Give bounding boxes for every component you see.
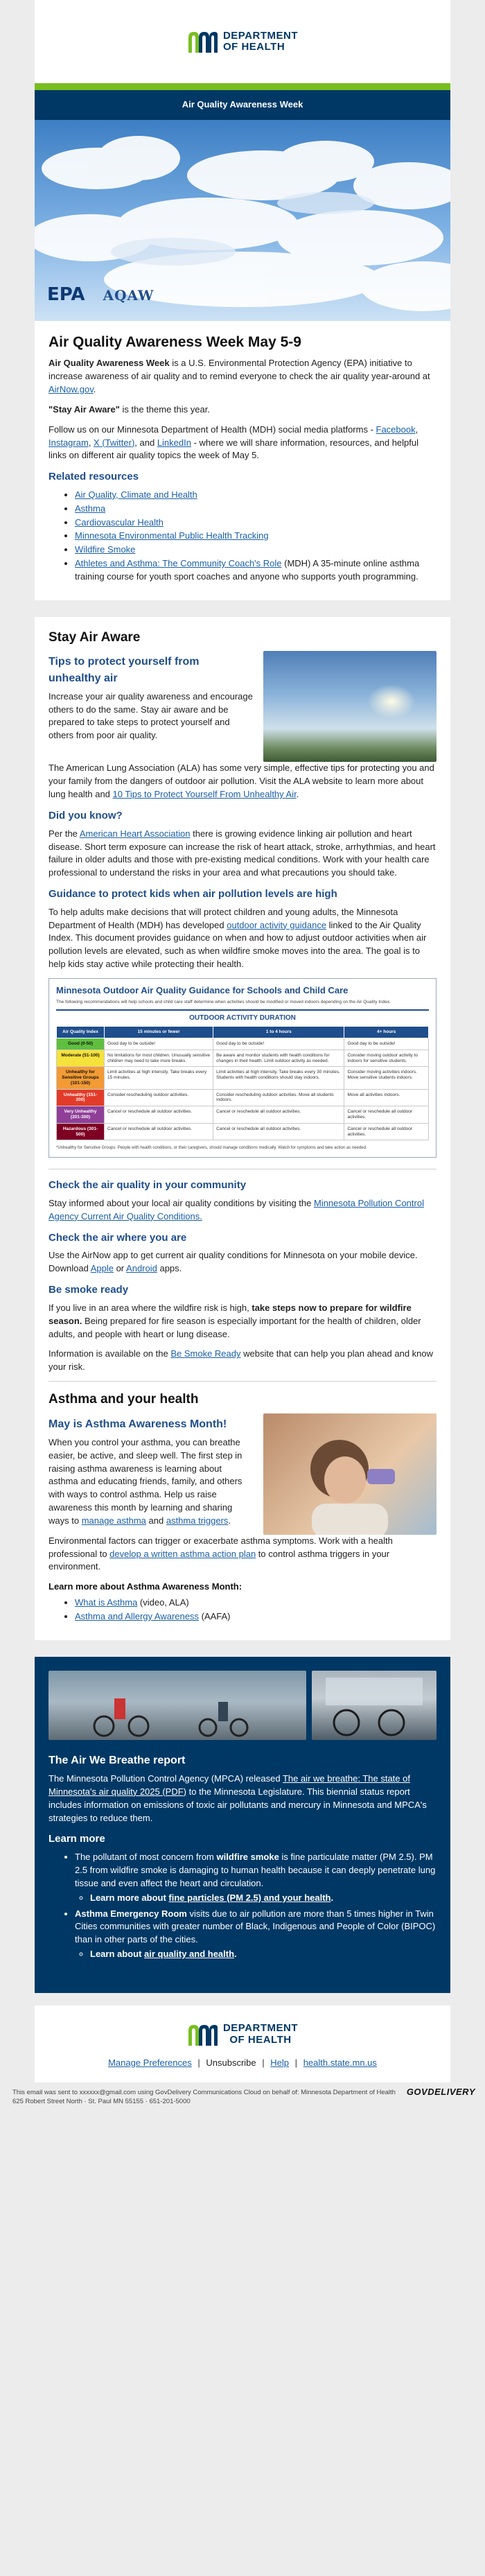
footer-links: Manage Preferences | Unsubscribe | Help | health.state.mn.us (108, 2057, 377, 2068)
air-we-breathe-section (35, 1657, 450, 1993)
apple-link[interactable]: Apple (90, 1263, 114, 1274)
guidance-cell: Good day to be outside! (344, 1038, 429, 1050)
column-header: Air Quality Index (57, 1027, 105, 1038)
android-link[interactable]: Android (126, 1263, 157, 1274)
org-line2: OF HEALTH (222, 41, 285, 53)
sky-photo (263, 651, 436, 762)
list-item: ◦ Learn about air quality and health. (90, 1948, 436, 1961)
guide-duration-heading: OUTDOOR ACTIVITY DURATION (56, 1009, 429, 1027)
banner-title: Air Quality Awareness Week (35, 90, 450, 120)
stay-air-aware-section (35, 617, 450, 1640)
related-resources-list (48, 489, 436, 584)
table-row (57, 1089, 429, 1106)
aqi-level-cell: Unhealthy for Sensitive Groups (101-150) (57, 1067, 105, 1089)
learn-more-list (48, 1851, 436, 1961)
list-item (75, 516, 436, 530)
unsubscribe-link[interactable]: Unsubscribe (206, 2057, 256, 2068)
table-row (57, 1038, 429, 1050)
resource-link[interactable]: Asthma (75, 503, 106, 514)
facebook-link[interactable]: Facebook (376, 424, 416, 435)
guide-title: Minnesota Outdoor Air Quality Guidance for Schools and Child Care (56, 985, 349, 996)
guidance-cell: Cancel or reschedule all outdoor activities. (344, 1106, 429, 1124)
asthma-triggers-link[interactable]: asthma triggers (166, 1515, 229, 1526)
table-row (57, 1050, 429, 1067)
ala-paragraph: The American Lung Association (ALA) has some very simple, effective tips for protecting you and your family from the dangers of outdoor air pollution. Visit the ALA website to learn more about lung health and 10 Tips to Protect Yourself From Unhealthy Air. (48, 763, 434, 800)
list-item: • The pollutant of most concern from wildfire smoke is fine particulate matter (PM 2.5). PM 2.5 from wildfire smoke is damaging to human health because it can deeply penetrate lung tissue and even affect the heart and circulation. ◦ Learn more about fine particles (PM 2.5) and your health. (75, 1851, 436, 1904)
girl-inhaler-photo (263, 1413, 436, 1535)
smoke-ready-title: Be smoke ready (48, 1284, 129, 1296)
table-row (57, 1067, 429, 1089)
list-item (75, 503, 436, 516)
guidance-cell: Consider moving outdoor activity to indoors for sensitive students. (344, 1050, 429, 1067)
guidance-cell: Good day to be outside! (213, 1038, 344, 1050)
guidance-cell: Consider rescheduling outdoor activities. Move all students indoors. (213, 1089, 344, 1106)
be-smoke-ready-link[interactable]: Be Smoke Ready (170, 1348, 241, 1359)
guidance-cell: Limit activities at high intensity. Take breaks every 30 minutes. Students with health conditions should stay indoors. (213, 1067, 344, 1089)
tips-row (48, 651, 436, 762)
kids-guidance-paragraph: To help adults make decisions that will protect children and young adults, the Minnesota Department of Health (MDH) has developed outdoor activity guidance linked to the Air Quality Index. This document provides guidance on when and how to adjust outdoor activities when air pollution levels are elevated, such as when wildfire smoke moves into the area. The goal is to help kids stay active while protecting their health. (48, 906, 427, 970)
mpca-current-aq-link[interactable]: Minnesota Pollution Control Agency Current Air Quality Conditions. (48, 1198, 424, 1221)
x-twitter-link[interactable]: X (Twitter) (94, 437, 135, 448)
asthma-title: Asthma and your health (48, 1392, 199, 1407)
ten-tips-link[interactable]: 10 Tips to Protect Yourself From Unhealthy Air (112, 789, 297, 800)
bike-rack-photo (312, 1671, 436, 1740)
list-item: ◦ Learn more about fine particles (PM 2.5) and your health. (90, 1892, 436, 1905)
list-item: • Asthma Emergency Room visits due to air pollution are more than 5 times higher in Twin Cities communities with greater number of Black, Indigenous and People of Color (BIPOC) than in other parts of the cities. ◦ Learn about air quality and health. (75, 1908, 436, 1961)
manage-preferences-link[interactable]: Manage Preferences (108, 2057, 192, 2068)
guidance-cell: Cancel or reschedule all outdoor activities. (105, 1106, 213, 1124)
guidance-cell: No limitations for most children. Unusually sensitive children may need to take more breaks. (105, 1050, 213, 1067)
aqi-level-cell: Moderate (51-100) (57, 1050, 105, 1067)
aqi-table (56, 1026, 429, 1140)
asthma-plan-paragraph: Environmental factors can trigger or exacerbate asthma symptoms. Work with a health professional to develop a written asthma action plan to control asthma triggers in your environment. (48, 1535, 393, 1572)
column-header: 15 minutes or fewer (105, 1027, 213, 1038)
fine-particles-link[interactable]: fine particles (PM 2.5) and your health (168, 1892, 331, 1903)
hero-image (35, 120, 450, 321)
aqi-level-cell: Very Unhealthy (201-300) (57, 1106, 105, 1124)
asthma-action-plan-link[interactable]: develop a written asthma action plan (109, 1548, 256, 1559)
learn-asthma-title: Learn more about Asthma Awareness Month: (48, 1581, 242, 1592)
where-title: Check the air where you are (48, 1231, 187, 1244)
org-line1: DEPARTMENT (222, 29, 299, 42)
mdh-logo[interactable] (187, 29, 298, 54)
guidance-cell: Move all activities indoors. (344, 1089, 429, 1106)
aqi-level-cell: Hazardous (301-500) (57, 1123, 105, 1140)
mdh-logo-icon (187, 2022, 219, 2047)
resource-link[interactable]: Cardiovascular Health (75, 516, 164, 528)
guide-footnote: *Unhealthy for Sensitive Groups: People with health conditions, or their caregivers, should manage conditions medically. Watch for symptoms and take action as needed. (56, 1146, 367, 1151)
outdoor-activity-guidance-link[interactable]: outdoor activity guidance (227, 919, 327, 930)
list-item: • Athletes and Asthma: The Community Coach's Role (MDH) A 35-minute online asthma training course for youth sport coaches and anyone who supports youth programming. (75, 557, 436, 584)
table-row (57, 1106, 429, 1124)
column-header: 4+ hours (344, 1027, 429, 1038)
divider (48, 1381, 436, 1382)
bike-photos (35, 1657, 450, 1747)
guidance-cell: Be aware and monitor students with health conditions for changes in their health. Limit outdoor activity as needed. (213, 1050, 344, 1067)
resource-link[interactable]: Air Quality, Climate and Health (75, 489, 197, 500)
spacer (35, 1993, 450, 2005)
health-site-link[interactable]: health.state.mn.us (303, 2057, 377, 2068)
list-item (75, 543, 436, 557)
did-you-know-paragraph: Per the American Heart Association there is growing evidence linking air pollution and heart disease. Short term exposure can increase the risk of heart attack, stroke, arrhythmias, and heart failure in older adults and those with pre-existing medical conditions. Work with your health care professional to understand the risks in your area and what precautions you should take. (48, 828, 436, 878)
guidance-cell: Consider rescheduling outdoor activities. (105, 1089, 213, 1106)
list-item: • Asthma and Allergy Awareness (AAFA) (75, 1610, 436, 1624)
resource-link[interactable]: Wildfire Smoke (75, 544, 136, 555)
column-header: 1 to 4 hours (213, 1027, 344, 1038)
resource-link[interactable]: Minnesota Environmental Public Health Tracking (75, 530, 269, 541)
spacer (35, 1640, 450, 1657)
asthma-allergy-link[interactable]: Asthma and Allergy Awareness (75, 1610, 199, 1621)
follow-paragraph: Follow us on our Minnesota Department of Health (MDH) social media platforms - Facebook, Instagram, X (Twitter), and LinkedIn - where we will share information, resources, and helpful links on different air quality topics the week of May 5. (48, 424, 419, 461)
asthma-paragraph: When you control your asthma, you can breathe easier, be active, and sleep well. The first step in raising asthma awareness is learning about asthma and educating friends, family, and others with ways to control asthma. Help us raise awareness this month by learning and sharing ways to manage asthma and asthma triggers. (48, 1436, 242, 1526)
email-container (35, 0, 450, 2082)
asthma-month-title: May is Asthma Awareness Month! (48, 1418, 227, 1430)
air-quality-health-link[interactable]: air quality and health (144, 1949, 235, 1960)
mdh-logo-text (223, 31, 298, 53)
intro-section (35, 321, 450, 600)
theme-paragraph: "Stay Air Aware" is the theme this year. (48, 403, 210, 415)
community-title: Check the air quality in your community (48, 1179, 247, 1192)
cyclists-photo (48, 1671, 306, 1740)
intro-paragraph: Air Quality Awareness Week is a U.S. Environmental Protection Agency (EPA) initiative to increase awareness of air quality and to remind everyone to check the air quality year-around at AirNow.gov. (48, 358, 430, 394)
airnow-link[interactable]: AirNow.gov (48, 383, 94, 394)
guidance-cell: Cancel or reschedule all outdoor activities. (213, 1106, 344, 1124)
learn-asthma-list (48, 1596, 436, 1624)
instagram-link[interactable]: Instagram (48, 437, 89, 448)
list-item: • What is Asthma (video, ALA) (75, 1596, 436, 1610)
help-link[interactable]: Help (270, 2057, 290, 2068)
hero-logos (47, 282, 154, 308)
community-paragraph: Stay informed about your local air quality conditions by visiting the Minnesota Pollution Control Agency Current Air Quality Conditions. (48, 1198, 424, 1221)
aqi-table-body (57, 1038, 429, 1140)
athletes-asthma-link[interactable]: Athletes and Asthma: The Community Coach's Role (75, 558, 282, 569)
air-we-breathe-paragraph: The Minnesota Pollution Control Agency (MPCA) released The air we breathe: The state of Minnesota's air quality 2025 (PDF) to the Minnesota Legislature. This biennial status report includes information on emissions of toxic air pollutants and mercury in Minnesota and MPCA's strategies to reduce them. (48, 1773, 427, 1823)
table-row (57, 1123, 429, 1140)
learn-more-title: Learn more (48, 1833, 105, 1845)
intro-title: Air Quality Awareness Week May 5-9 (48, 333, 301, 350)
did-you-know-title: Did you know? (48, 809, 123, 821)
guidance-cell: Cancel or reschedule all outdoor activities. (213, 1123, 344, 1140)
air-we-breathe-report-link[interactable]: The air we breathe: The state of Minnesota's air quality 2025 (PDF) (48, 1773, 410, 1797)
tips-title: Tips to protect yourself from unhealthy air (48, 656, 200, 684)
aqi-level-cell: Good (0-50) (57, 1038, 105, 1050)
aqaw-logo: AQAW (103, 286, 155, 304)
mdh-header (35, 0, 450, 83)
fine-print-line2: 625 Robert Street North · St. Paul MN 55155 · 651-201-5000 (12, 2098, 191, 2106)
aha-link[interactable]: American Heart Association (79, 828, 191, 839)
related-resources-title: Related resources (48, 471, 139, 483)
airnow-app-paragraph: Use the AirNow app to get current air quality conditions for Minnesota on your mobile device. Download Apple or Android apps. (48, 1250, 418, 1274)
spacer (35, 600, 450, 617)
guidance-cell: Consider moving activities indoors. Move sensitive students indoors. (344, 1067, 429, 1089)
aqi-guidance-image[interactable] (48, 978, 436, 1158)
footer (35, 2005, 450, 2082)
asthma-row (48, 1413, 436, 1535)
guidance-cell: Good day to be outside! (105, 1038, 213, 1050)
what-is-asthma-link[interactable]: What is Asthma (75, 1597, 138, 1608)
mdh-logo-icon (187, 29, 219, 54)
govdelivery-logo[interactable]: GOVDELIVERY (406, 2086, 475, 2097)
stay-title: Stay Air Aware (48, 629, 141, 645)
footer-mdh-logo[interactable]: DEPARTMENT OF HEALTH (35, 2022, 450, 2047)
smoke-paragraph-2: Information is available on the Be Smoke Ready website that can help you plan ahead and know your risk. (48, 1348, 434, 1373)
guidance-cell: Cancel or reschedule all outdoor activities. (105, 1123, 213, 1140)
fine-print-line1: This email was sent to xxxxxx@gmail.com using GovDelivery Communications Cloud on behalf of: Minnesota Department of Health (12, 2088, 396, 2096)
smoke-paragraph-1: If you live in an area where the wildfire risk is high, take steps now to prepare for wildfire season. Being prepared for fire season is especially important for the health of children, older adults, and people with heart or lung disease. (48, 1302, 421, 1339)
aqi-level-cell: Unhealthy (151-200) (57, 1089, 105, 1106)
fine-print (0, 2082, 485, 2107)
guide-subtitle: The following recommendations will help schools and child care staff determine when activities should be modified or moved indoors depending on the Air Quality Index. (56, 999, 391, 1004)
air-we-breathe-title: The Air We Breathe report (48, 1754, 186, 1766)
guidance-cell: Cancel or reschedule all outdoor activities. (344, 1123, 429, 1140)
tips-paragraph: Increase your air quality awareness and encourage others to do the same. Stay air aware and be prepared to take steps to protect yourself and others from poor air quality. (48, 690, 253, 741)
list-item (75, 530, 436, 543)
linkedin-link[interactable]: LinkedIn (157, 437, 191, 448)
manage-asthma-link[interactable]: manage asthma (81, 1515, 146, 1526)
epa-logo: EPA (47, 284, 85, 306)
green-accent-bar (35, 83, 450, 90)
list-item (75, 489, 436, 502)
guidance-cell: Limit activities at high intensity. Take breaks every 15 minutes. (105, 1067, 213, 1089)
kids-guidance-title: Guidance to protect kids when air pollution levels are high (48, 888, 337, 900)
